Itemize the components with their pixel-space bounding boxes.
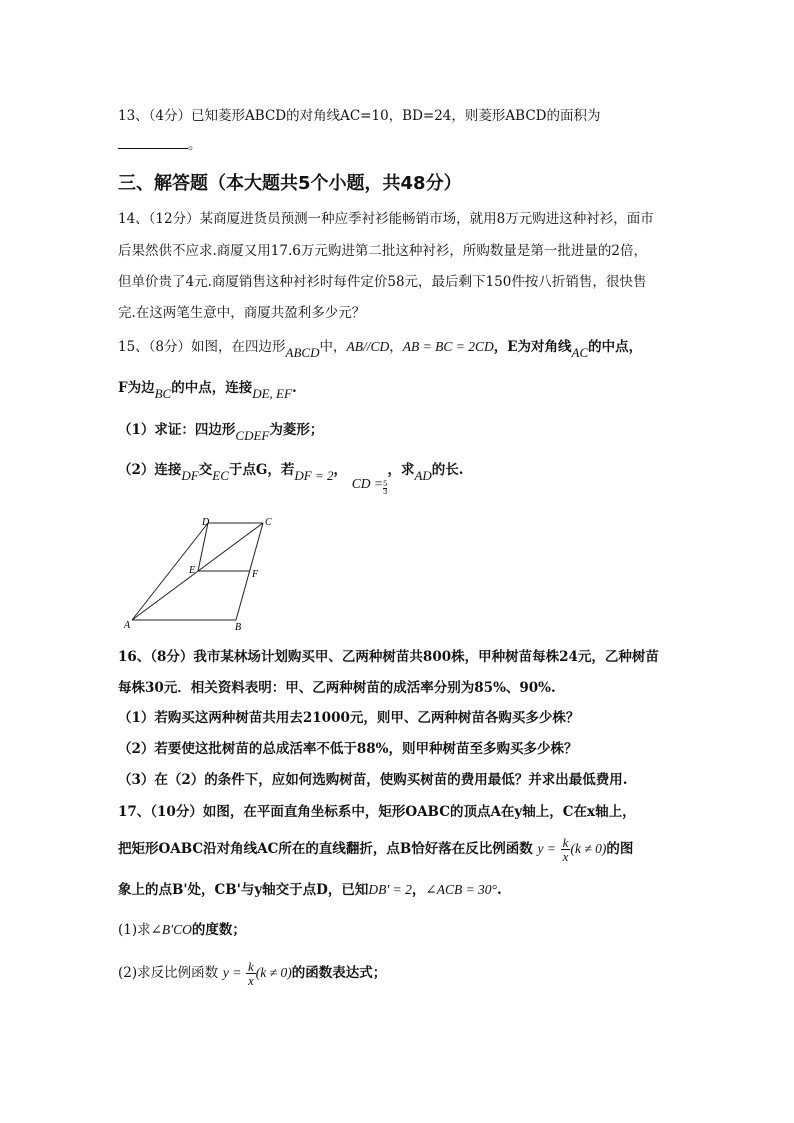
q15-part-1: （1）求证：四边形CDEF为菱形； — [118, 422, 324, 443]
label-b: B — [235, 622, 242, 633]
answer-blank — [118, 136, 188, 149]
label-a: A — [124, 620, 131, 631]
k-over-x-fraction: $\frac{k}{x}$ — [562, 835, 569, 864]
q14-line-1: 14、（12分）某商厦进货员预测一种应季衬衫能畅销市场，就用8万元购进这种衬衫，面市 — [118, 211, 654, 227]
q16-part-3: （3）在（2）的条件下，应如何选购树苗，使购买树苗的费用最低？并求出最低费用. — [118, 772, 628, 788]
segment-de — [198, 523, 208, 571]
q16-line-2: 每株30元．相关资料表明：甲、乙两种树苗的成活率分别为85%、90%. — [118, 680, 556, 696]
q14-line-2: 后果然供不应求.商厦又用17.6万元购进第二批这种衬衫，所购数量是第一批进量的2倍， — [118, 243, 647, 259]
segment-ad — [132, 523, 208, 620]
q17-part-2: (2)求反比例函数 y = $\frac{k}{x}$ (k ≠ 0)的函数表达式； — [118, 959, 387, 988]
label-d: D — [202, 517, 210, 528]
q16-part-2: （2）若要使这批树苗的总成活率不低于88%，则甲种树苗至多购买多少株？ — [118, 741, 578, 757]
label-e: E — [189, 565, 196, 576]
q13-answer-line: 。 — [118, 133, 202, 153]
cd-fraction: $\frac{5}{3}$ — [382, 480, 388, 496]
q16-part-1: （1）若购买这两种树苗共用去21000元，则甲、乙两种树苗各购买多少株？ — [118, 710, 580, 726]
q15-line-2: F为边BC的中点，连接DE, EF. — [118, 380, 297, 401]
q15-line-1: 15、（8分）如图，在四边形ABCD中，AB//CD，AB = BC = 2CD，E为对角线AC的中点， — [118, 339, 643, 360]
q13-text: 13、（4分）已知菱形ABCD的对角线AC=10，BD=24，则菱形ABCD的面积为 — [118, 108, 601, 124]
label-f: F — [252, 569, 259, 580]
q14-line-4: 完.在这两笔生意中，商厦共盈利多少元？ — [118, 305, 366, 321]
q17-line-3: 象上的点B'处，CB'与y轴交于点D，已知DB' = 2，∠ACB = 30°. — [118, 882, 502, 898]
quadrilateral-figure — [118, 512, 288, 634]
q16-line-1: 16、（8分）我市某林场计划购买甲、乙两种树苗共800株，甲种树苗每株24元，乙种树苗 — [118, 649, 659, 665]
q17-line-1: 17、（10分）如图，在平面直角坐标系中，矩形OABC的顶点A在y轴上，C在x轴上， — [118, 804, 636, 820]
label-c: C — [265, 517, 272, 528]
k-over-x-fraction-2: $\frac{k}{x}$ — [248, 959, 254, 988]
q17-part-1: (1)求∠B'CO的度数； — [118, 922, 246, 938]
q17-line-2: 把矩形OABC沿对角线AC所在的直线翻折，点B恰好落在反比例函数 y = $\frac{k}{x}$ (k ≠ 0)的图 — [118, 835, 634, 864]
q14-line-3: 但单价贵了4元.商厦销售这种衬衫时每件定价58元，最后剩下150件按八折销售，很快售 — [118, 274, 647, 290]
cd-expression: CD = $\frac{5}{3}$ — [351, 476, 388, 496]
q15-part-2: （2）连接DF交EC于点G，若DF = 2， CD = $\frac{5}{3}$ ，求AD的长. — [118, 462, 464, 496]
section-heading: 三、解答题（本大题共5个小题，共48分） — [118, 173, 462, 194]
